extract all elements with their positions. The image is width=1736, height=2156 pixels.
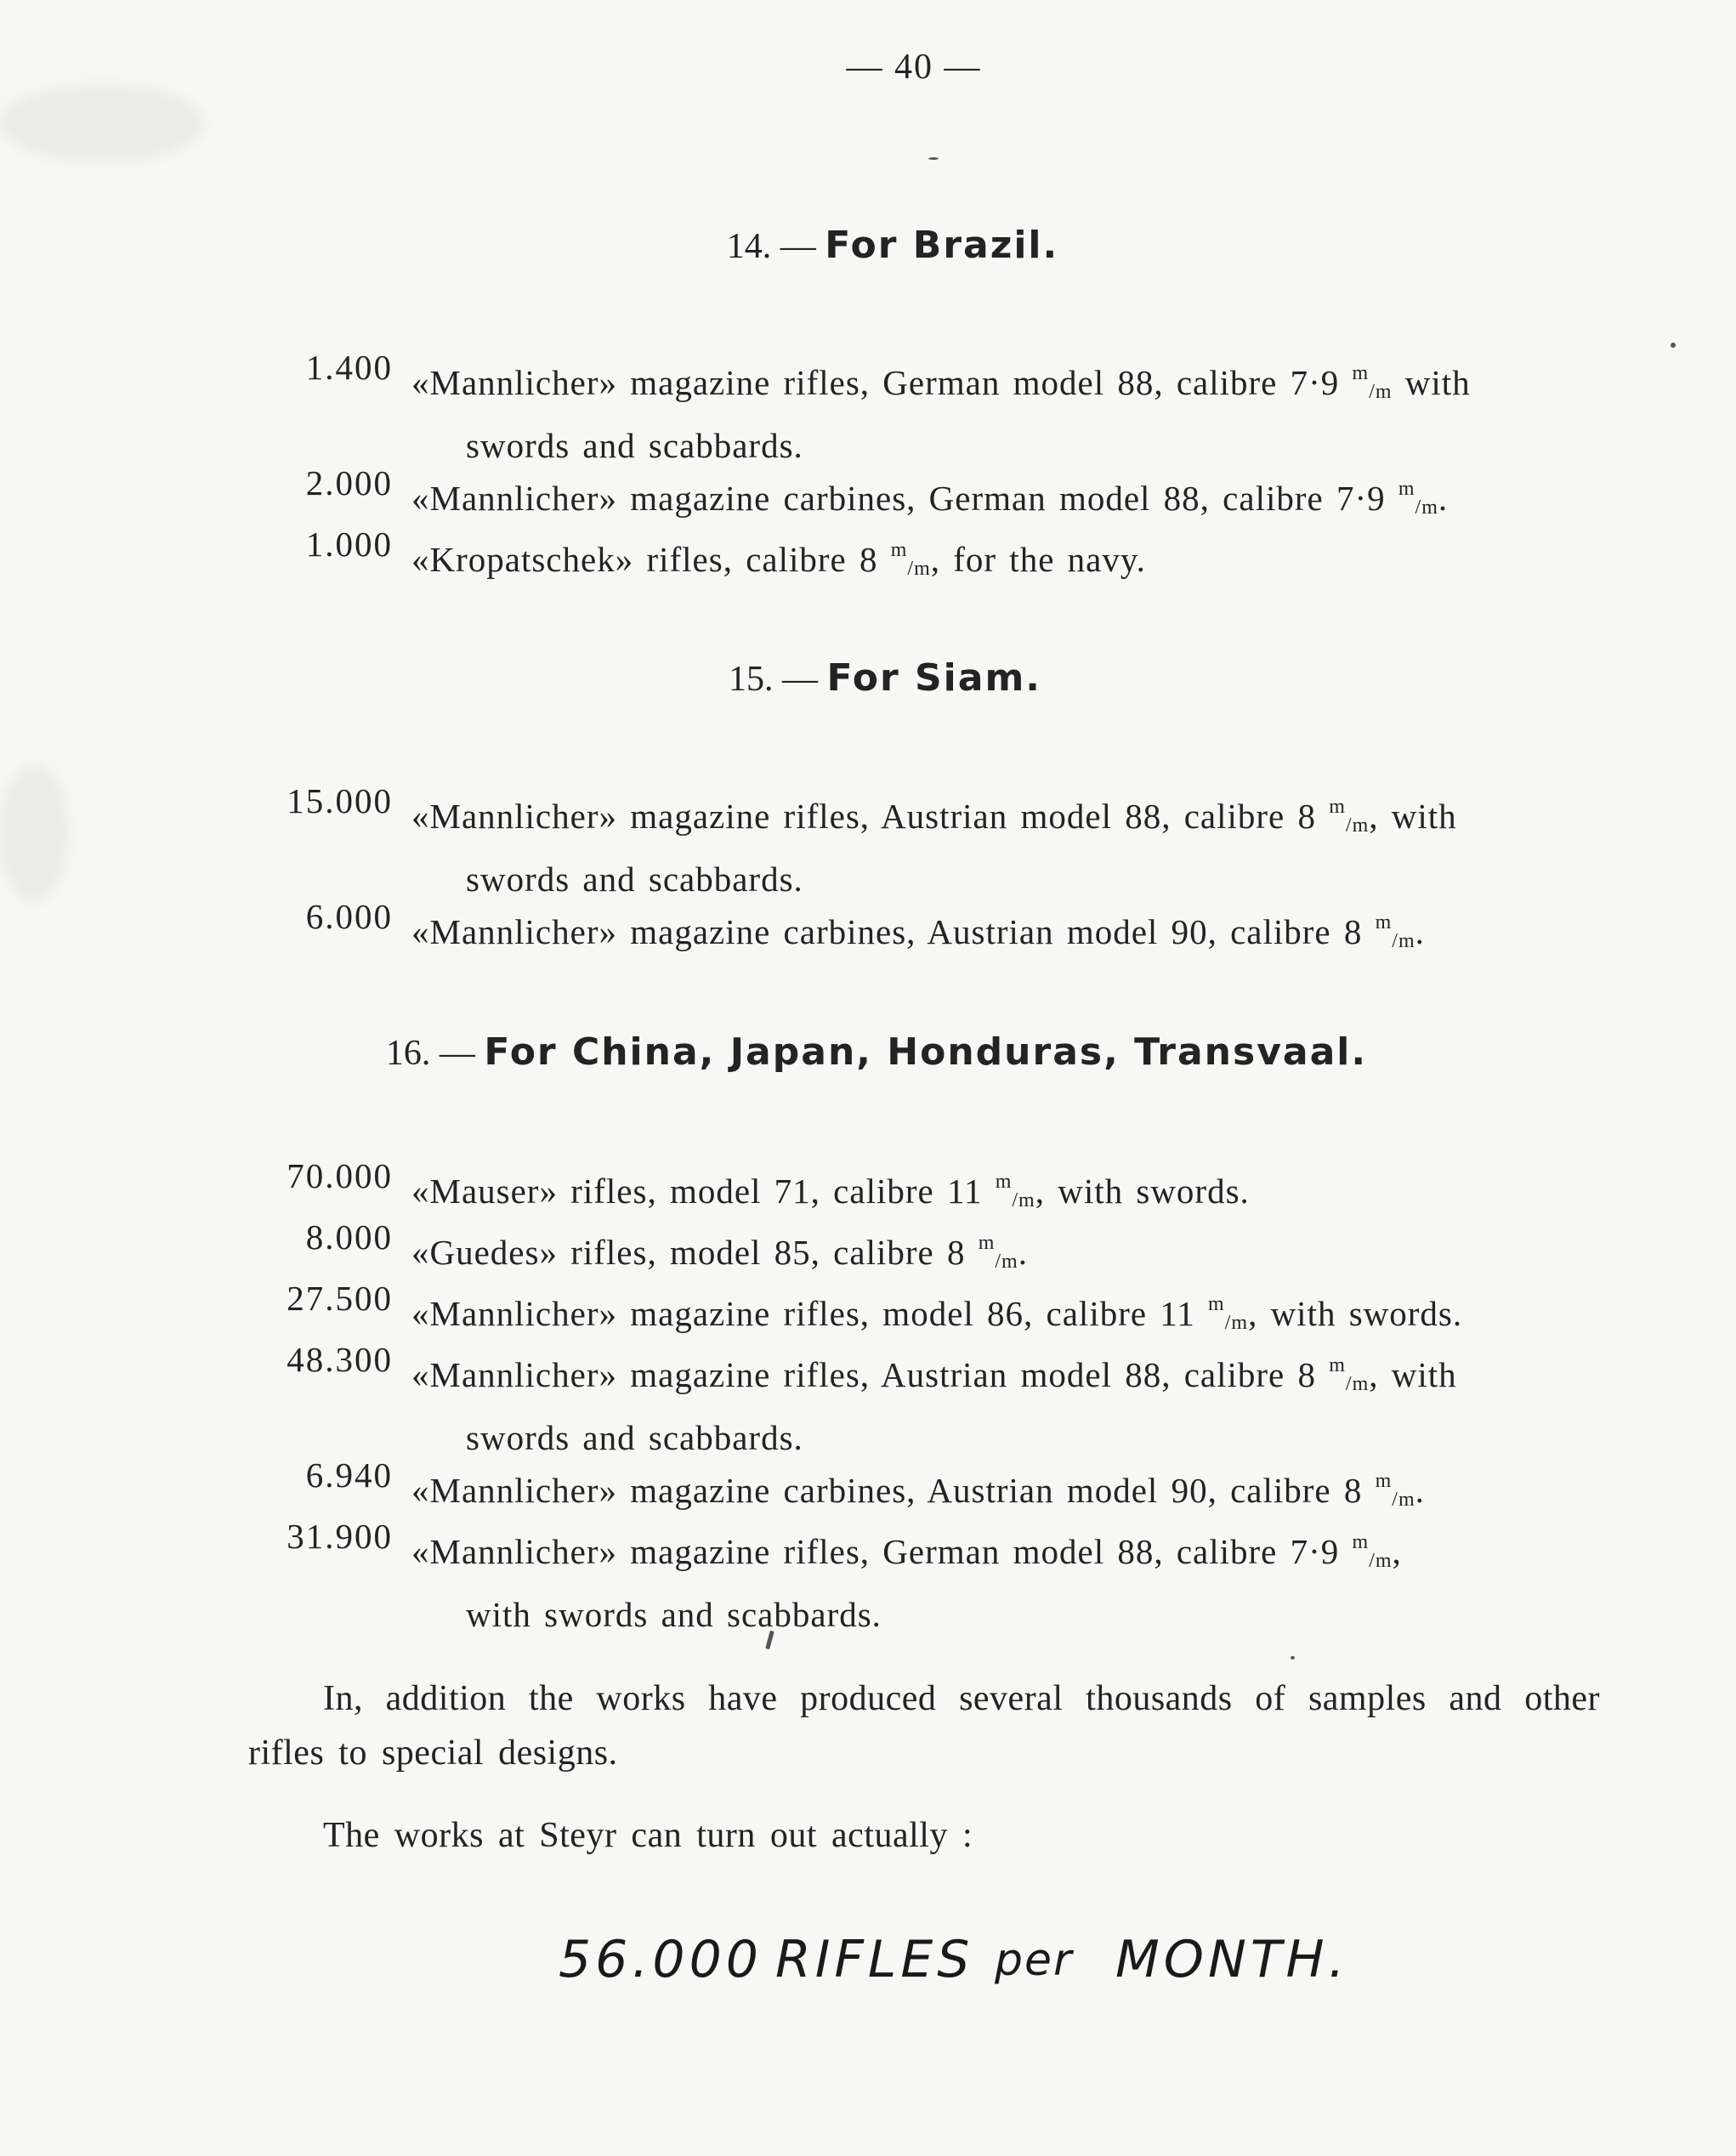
section-title: For China, Japan, Honduras, Transvaal. (484, 1030, 1368, 1074)
quantity: 15.000 (286, 781, 393, 820)
item-description (411, 524, 1602, 596)
quantity: 1.000 (305, 525, 393, 564)
unit-superscript: m (1352, 1531, 1370, 1553)
paper-speck (1671, 343, 1676, 348)
paragraph-line: In, addition the works have produced several thousands of samples and other (323, 1679, 1600, 1718)
item-description (411, 780, 1602, 906)
item-text: «Mannlicher» magazine carbines, Austrian model 90, calibre 8 (411, 912, 1363, 951)
unit-superscript: m (1375, 911, 1393, 933)
section-title: For Siam. (826, 656, 1042, 700)
item-text: «Mannlicher» magazine carbines, German model 88, calibre 7·9 (411, 479, 1386, 518)
item-continuation: swords and scabbards. (466, 426, 803, 465)
page-number: — 40 — (846, 48, 982, 87)
unit-superscript: m (1352, 362, 1370, 384)
item-text-tail: . (1438, 479, 1449, 518)
item-continuation: swords and scabbards. (466, 1418, 803, 1457)
item-text: «Kropatschek» rifles, calibre 8 (411, 540, 878, 579)
quantity: 70.000 (286, 1156, 393, 1195)
item-continuation: swords and scabbards. (466, 860, 803, 899)
item-text: «Mannlicher» magazine rifles, German model 88, calibre 7·9 (411, 1532, 1340, 1571)
section-heading-siam (0, 656, 1736, 700)
section-number: 16. — (385, 1034, 475, 1073)
unit-subscript: /m (1345, 814, 1370, 837)
quantity: 6.940 (305, 1455, 393, 1495)
unit-subscript: /m (1392, 1489, 1415, 1511)
item-text-tail: , with (1369, 797, 1457, 836)
item-description (411, 1516, 1602, 1642)
item-text: «Mannlicher» magazine rifles, Austrian model 88, calibre 8 (411, 1355, 1316, 1394)
unit-superscript: m (995, 1171, 1013, 1193)
unit-superscript: m (1329, 1354, 1346, 1376)
unit-subscript: /m (1369, 1550, 1393, 1572)
unit-subscript: /m (1392, 930, 1415, 952)
item-text: «Mannlicher» magazine rifles, Austrian model 88, calibre 8 (411, 797, 1316, 836)
unit-superscript: m (1208, 1293, 1225, 1315)
paper-speck (928, 157, 939, 160)
unit-subscript: /m (1369, 381, 1393, 403)
unit-subscript: /m (1415, 496, 1438, 519)
item-text: «Mannlicher» magazine rifles, model 86, calibre 11 (411, 1294, 1195, 1333)
item-continuation: with swords and scabbards. (466, 1595, 882, 1634)
item-text-tail: . (1018, 1233, 1028, 1272)
item-description (411, 1339, 1602, 1465)
unit-superscript: m (1375, 1470, 1393, 1492)
unit-superscript: m (1329, 796, 1346, 818)
headline-per: per (995, 1935, 1074, 1986)
item-text: «Mannlicher» magazine rifles, German model 88, calibre 7·9 (411, 363, 1340, 402)
item-text-tail: with (1392, 363, 1471, 402)
item-text-tail: . (1415, 912, 1425, 951)
item-text-tail: . (1415, 1471, 1425, 1510)
quantity: 27.500 (286, 1279, 393, 1318)
item-text-tail: , with swords. (1035, 1172, 1250, 1211)
section-number: 15. — (728, 660, 818, 699)
item-text: «Mauser» rifles, model 71, calibre 11 (411, 1172, 983, 1211)
section-title: For Brazil. (825, 224, 1059, 267)
section-heading-brazil (0, 224, 1736, 267)
unit-superscript: m (978, 1232, 996, 1254)
capacity-intro (248, 1808, 1600, 1863)
section-number: 14. — (726, 227, 816, 266)
paper-smudge (0, 85, 204, 162)
quantity: 8.000 (305, 1217, 393, 1257)
item-text: «Guedes» rifles, model 85, calibre 8 (411, 1233, 966, 1272)
item-text-tail: , for the navy. (930, 540, 1146, 579)
item-text: «Mannlicher» magazine carbines, Austrian model 90, calibre 8 (411, 1471, 1363, 1510)
item-text-tail: , with swords. (1248, 1294, 1463, 1333)
headline-item: RIFLES (775, 1930, 974, 1989)
paragraph-line: The works at Steyr can turn out actually : (323, 1816, 973, 1855)
addition-paragraph (248, 1671, 1600, 1780)
paragraph-line: rifles to special designs. (248, 1733, 618, 1773)
unit-subscript: /m (1012, 1189, 1035, 1211)
quantity: 1.400 (305, 348, 393, 387)
unit-subscript: /m (1345, 1373, 1370, 1395)
paper-smudge (0, 765, 68, 901)
headline-amount: 56.000 (559, 1930, 763, 1989)
quantity: 48.300 (286, 1340, 393, 1379)
paper-speck (1291, 1656, 1295, 1660)
quantity: 2.000 (305, 463, 393, 502)
item-description (411, 896, 1602, 968)
item-description (411, 347, 1602, 473)
unit-subscript: /m (1224, 1312, 1249, 1334)
unit-subscript: /m (907, 558, 931, 580)
headline-period: MONTH. (1115, 1930, 1349, 1989)
quantity: 6.000 (305, 897, 393, 936)
unit-superscript: m (1398, 478, 1415, 500)
section-heading-china-japan-honduras-transvaal (0, 1030, 1736, 1074)
unit-superscript: m (890, 539, 908, 561)
item-text-tail: , with (1369, 1355, 1457, 1394)
unit-subscript: /m (995, 1251, 1018, 1273)
item-text-tail: , (1392, 1532, 1402, 1571)
quantity: 31.900 (286, 1517, 393, 1556)
